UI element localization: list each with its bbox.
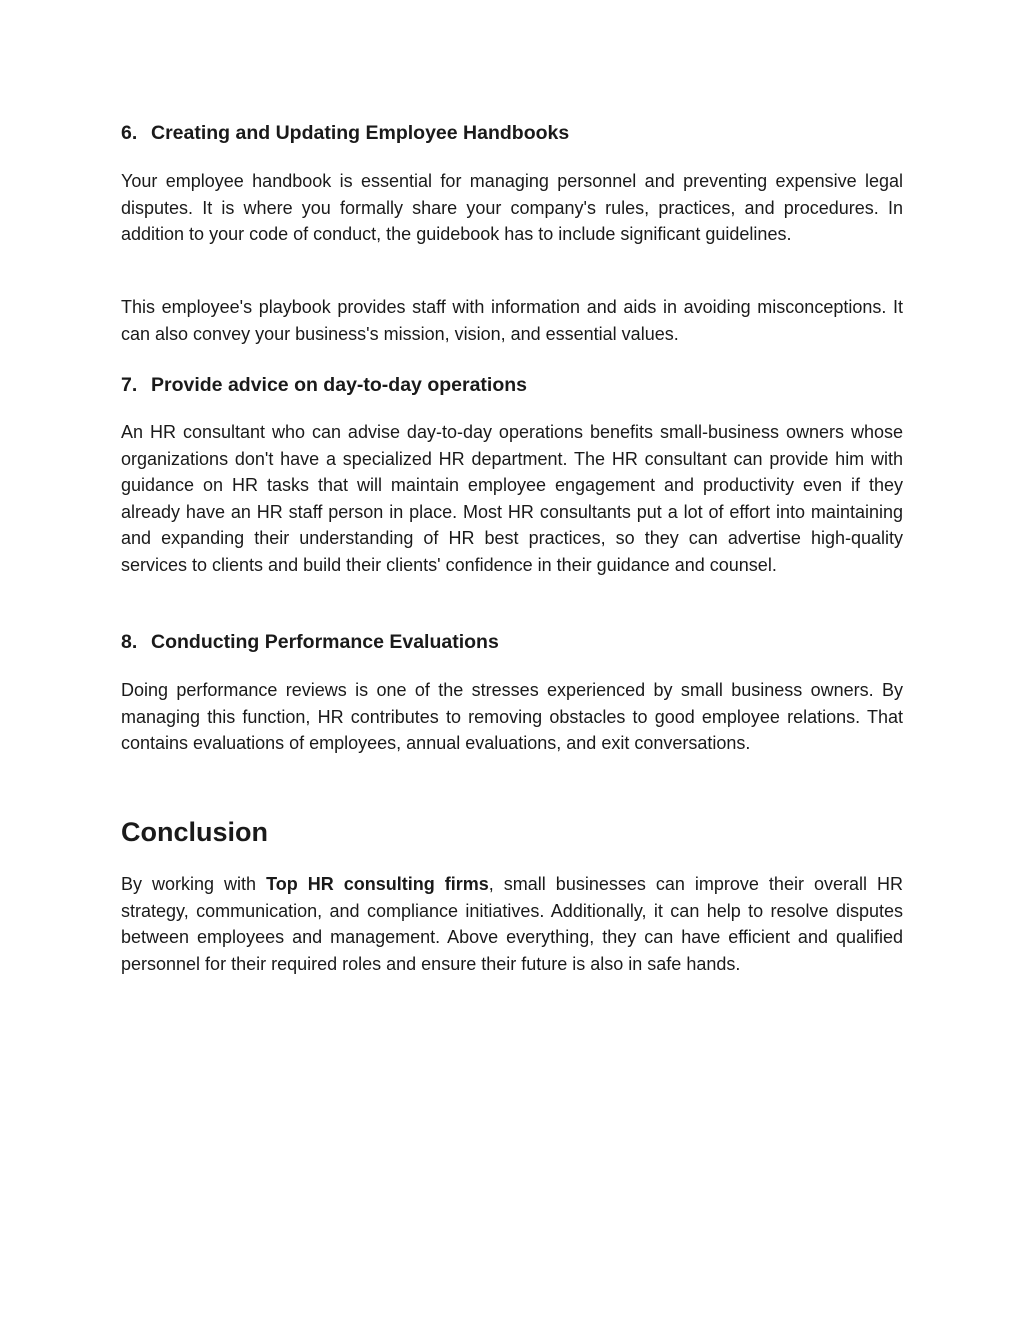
- section-heading-8: [121, 629, 499, 655]
- section-number: 8.: [121, 631, 138, 653]
- section-title: Conducting Performance Evaluations: [151, 631, 499, 653]
- paragraph: Doing performance reviews is one of the stresses experienced by small business owners. By managing this function, HR contributes to removing obstacles to good employee relations. That contains evaluations of employees, annual evaluations, and exit conversations.: [121, 680, 903, 754]
- section-title: Creating and Updating Employee Handbooks: [151, 122, 570, 144]
- section-number: 6.: [121, 122, 138, 144]
- section-number: 7.: [121, 374, 138, 396]
- section-title: Provide advice on day-to-day operations: [151, 374, 528, 396]
- conclusion-heading: Conclusion: [121, 817, 268, 847]
- paragraph: An HR consultant who can advise day-to-day operations benefits small-business owners whose organizations don't have a specialized HR department. The HR consultant can provide him with guidance on HR tasks that will maintain employee engagement and productivity even if they already have an HR staff person in place. Most HR consultants put a lot of effort into maintaining and expanding their understanding of HR best practices, so they can advertise high-quality services to clients and build their clients' confidence in their guidance and counsel.: [121, 422, 903, 575]
- section-heading-7: [121, 372, 527, 398]
- paragraph: Your employee handbook is essential for managing personnel and preventing expensive legal disputes. It is where you formally share your company's rules, practices, and procedures. In addition to your code of conduct, the guidebook has to include significant guidelines.: [121, 171, 903, 245]
- section-heading-6: [121, 120, 569, 146]
- conclusion-text-start: By working with: [121, 874, 267, 894]
- conclusion-bold-link-text: Top HR consulting firms: [266, 874, 489, 894]
- conclusion-paragraph: [121, 871, 903, 977]
- conclusion-text-end: , small businesses can improve their overall HR strategy, communication, and compliance initiatives. Additionally, it can help to resolve disputes between employees and management. Above everything, they can have efficient and qualified personnel for their required roles and ensure their future is also in safe hands.: [121, 874, 903, 974]
- paragraph: This employee's playbook provides staff with information and aids in avoiding misconceptions. It can also convey your business's mission, vision, and essential values.: [121, 297, 903, 344]
